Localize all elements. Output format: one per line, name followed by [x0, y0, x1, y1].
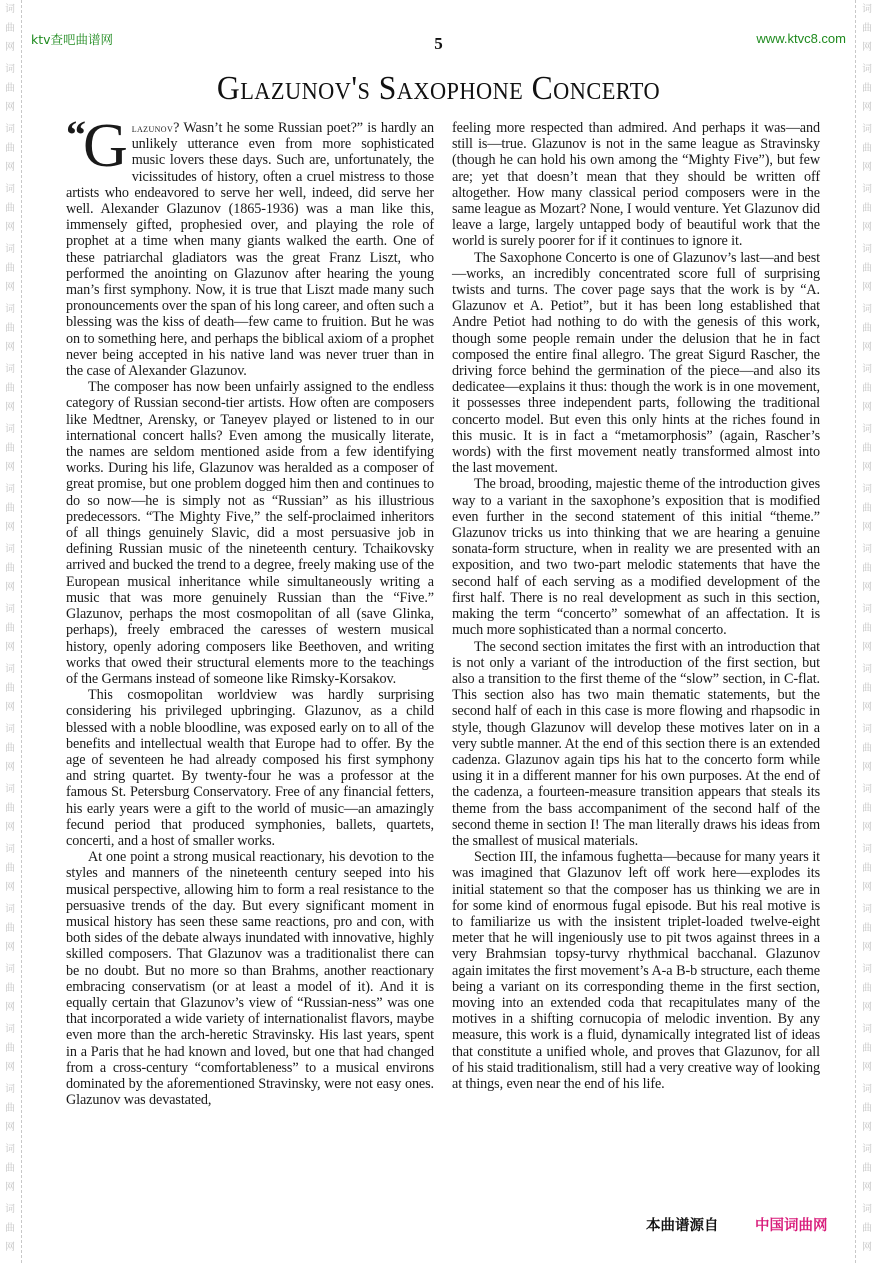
watermark-group — [5, 300, 15, 360]
watermark-glyph: 曲 — [5, 503, 15, 514]
paragraph: The broad, brooding, majestic theme of the introduction gives way to a variant in the saxophone’s exposition that is modified even further in the second statement of this initial “theme.” Glazunov tricks us into thinking that we are hearing a genuine sonata-form structure, when in reality we are presented with an exposition, and two two-part melodic statements that have the second half of each serving as a modified development of the first half. There is no real development as such in this section, making the term “concerto” somewhat of an affectation. It is much more sophisticated than a normal concerto. — [452, 476, 820, 639]
watermark-glyph: 网 — [862, 402, 872, 413]
watermark-group — [862, 240, 872, 300]
article-body — [66, 112, 820, 1109]
watermark-glyph: 网 — [5, 822, 15, 833]
watermark-glyph: 词 — [5, 124, 15, 135]
watermark-glyph: 词 — [5, 4, 15, 15]
watermark-glyph: 网 — [862, 42, 872, 53]
watermark-glyph: 词 — [862, 1204, 872, 1215]
watermark-group — [5, 540, 15, 600]
paragraph: Section III, the infamous fughetta—because for many years it was imagined that Glazunov left off work here—explodes its initial statement so that the composer has us thinking we are in for some kind of enormous fugal episode. But his real motive is to familiarize us with the insistent triplet-loaded twelve-eight meter that he will ingeniously use to pit twos against threes in a very Brahmsian topsy-turvy rhythmical bacchanal. Glazunov again imitates the first movement’s A-a B-b structure, each theme being a variant on its corresponding theme in the first section, moving into an extended coda that recapitulates many of the motives in a shifting cornucopia of melodic invention. By any measure, this work is a fluid, dynamically integrated list of ideas that constitute a unified whole, and proves that Glazunov, for all of his staid traditionalism, still had a very creative way of looking at things, even near the end of his life. — [452, 849, 820, 1092]
watermark-glyph: 曲 — [5, 1043, 15, 1054]
watermark-glyph: 曲 — [862, 983, 872, 994]
watermark-glyph: 曲 — [5, 983, 15, 994]
watermark-glyph: 网 — [5, 282, 15, 293]
watermark-group — [5, 840, 15, 900]
watermark-glyph: 曲 — [5, 923, 15, 934]
watermark-glyph: 曲 — [5, 443, 15, 454]
watermark-glyph: 曲 — [862, 143, 872, 154]
paragraph: The second section imitates the first with an introduction that is not only a variant of the introduction of the first section, but also a transition to the first theme of the “slow” section, in C-flat. This section also has two main thematic statements, but the second half of each in this case is more flowing and rhapsodic in style, though Glazunov will develop these motives later on in a very subtle manner. At the end of this section there is an extended cadenza. Glazunov again tips his hat to the concerto form while using it in a different manner for his own purposes. At the end of the cadenza, a fourteen-measure transition appears that steals its theme from the bass accompaniment of the second half of the second theme in section I! The man literally draws his ideas from the smallest of musical materials. — [452, 638, 820, 849]
opening-quote-mark: “ — [66, 112, 82, 157]
paragraph: feeling more respected than admired. And perhaps it was—and still is—true. Glazunov is not in the same league as Stravinsky (though he can hold his own among the “Mighty Five”), but few are; yet that doesn’t mean that they should be written off altogether. How many classical period composers were in the same league as Mozart? None, I would venture. Yet Glazunov did leave a large, largely untapped body of beautiful work that the world is surely poorer for if it continues to ignore it. — [452, 120, 820, 250]
paragraph: At one point a strong musical reactionary, his devotion to the styles and manners of the nineteenth century seeped into his musical perspective, allowing him to form a real resistance to the persuasive trends of the day. But every significant moment in musical history has seen these same reactions, pro and con, with both sides of the debate always inundated with innovative, highly skilled composers. That Glazunov was a traditionalist there can be no doubt. But no more so than Brahms, another reactionary embracing conservatism (or at least a model of it). And it is equally certain that Glazunov’s view of “Russian-ness” was one that incorporated a wide variety of internationalist flavors, maybe even more than the arch-heretic Stravinsky. His last years, spent in a Paris that he had known and loved, but one that had changed from a cross-century “comfortableness” to a musical environs dominated by the aforementioned Stravinsky, were not easy ones. Glazunov was devastated, — [66, 849, 434, 1109]
watermark-group — [5, 240, 15, 300]
watermark-glyph: 网 — [5, 882, 15, 893]
watermark-glyph: 网 — [862, 882, 872, 893]
watermark-glyph: 网 — [5, 1062, 15, 1073]
watermark-glyph: 网 — [5, 522, 15, 533]
watermark-group — [862, 960, 872, 1020]
watermark-glyph: 网 — [862, 942, 872, 953]
watermark-glyph: 曲 — [5, 1103, 15, 1114]
watermark-glyph: 网 — [862, 1062, 872, 1073]
watermark-glyph: 曲 — [862, 383, 872, 394]
watermark-glyph: 网 — [862, 822, 872, 833]
watermark-glyph: 词 — [862, 724, 872, 735]
watermark-glyph: 曲 — [862, 803, 872, 814]
watermark-group — [5, 420, 15, 480]
watermark-glyph: 词 — [862, 1024, 872, 1035]
watermark-group — [5, 660, 15, 720]
watermark-glyph: 词 — [5, 544, 15, 555]
watermark-glyph: 词 — [5, 964, 15, 975]
watermark-glyph: 网 — [5, 342, 15, 353]
watermark-glyph: 曲 — [862, 863, 872, 874]
watermark-glyph: 曲 — [862, 323, 872, 334]
watermark-glyph: 网 — [5, 1002, 15, 1013]
paragraph: The composer has now been unfairly assigned to the endless category of Russian second-tier artists. How often are composers like Medtner, Arensky, or Taneyev played or listened to in our international concert halls? Even among the musically literate, the names are seldom mentioned aside from a few identifying works. During his life, Glazunov was heralded as a composer of great promise, but one problem dogged him then and continues to do so now—he is simply not as “Russian” as his illustrious predecessors. “The Mighty Five,” the self-proclaimed inheritors of all things genuinely Slavic, did a most persuasive job in defining Russian music of the nineteenth century. Tchaikovsky arrived and bucked the trend to a degree, freely making use of the European musical inheritance while simultaneously writing a music that was more genuinely Russian than the “Five.” Glazunov, perhaps the most cosmopolitan of all (save Glinka, perhaps), freely embraced the caresses of western musical history, openly adoring composers like Beethoven, and writing works that owed their structural elements more to the teachings of the Germans instead of someone like Rimsky-Korsakov. — [66, 379, 434, 687]
watermark-glyph: 曲 — [5, 323, 15, 334]
watermark-group — [862, 780, 872, 840]
watermark-glyph: 曲 — [862, 83, 872, 94]
watermark-glyph: 曲 — [5, 263, 15, 274]
watermark-glyph: 词 — [862, 184, 872, 195]
watermark-glyph: 网 — [862, 222, 872, 233]
watermark-glyph: 曲 — [862, 503, 872, 514]
watermark-group — [862, 1200, 872, 1260]
watermark-glyph: 曲 — [5, 143, 15, 154]
watermark-glyph: 词 — [5, 364, 15, 375]
watermark-glyph: 网 — [862, 762, 872, 773]
watermark-glyph: 曲 — [862, 923, 872, 934]
watermark-group — [5, 900, 15, 960]
page-number: 5 — [434, 34, 443, 53]
watermark-glyph: 网 — [5, 222, 15, 233]
watermark-glyph: 词 — [5, 844, 15, 855]
watermark-glyph: 网 — [862, 462, 872, 473]
watermark-group — [5, 1200, 15, 1260]
watermark-glyph: 词 — [5, 424, 15, 435]
watermark-group — [862, 180, 872, 240]
watermark-glyph: 网 — [5, 582, 15, 593]
watermark-glyph: 词 — [5, 604, 15, 615]
watermark-glyph: 曲 — [862, 263, 872, 274]
watermark-glyph: 曲 — [862, 203, 872, 214]
watermark-glyph: 网 — [5, 162, 15, 173]
watermark-glyph: 曲 — [5, 683, 15, 694]
watermark-glyph: 词 — [5, 244, 15, 255]
watermark-glyph: 词 — [5, 304, 15, 315]
watermark-glyph: 网 — [862, 1182, 872, 1193]
watermark-glyph: 词 — [5, 1204, 15, 1215]
watermark-group — [5, 60, 15, 120]
watermark-glyph: 词 — [862, 844, 872, 855]
paragraph: This cosmopolitan worldview was hardly surprising considering his privileged upbringing. Glazunov, as a child blessed with a noble bloodline, was exposed early on to all of the benefits and intellectual wealth that Europe had to offer. By the age of seventeen he had already composed his first symphony and string quartet. By twenty-four he was a professor at the famous St. Petersburg Conservatory. Free of any financial fetters, his early years were a gift to the world of music—an amazingly fecund period that produced symphonies, ballets, quartets, concerti, and a host of smaller works. — [66, 687, 434, 849]
watermark-glyph: 曲 — [862, 623, 872, 634]
watermark-glyph: 词 — [862, 604, 872, 615]
watermark-glyph: 词 — [5, 1084, 15, 1095]
watermark-glyph: 网 — [5, 702, 15, 713]
watermark-glyph: 网 — [862, 702, 872, 713]
watermark-glyph: 曲 — [5, 83, 15, 94]
header-site-url[interactable]: www.ktvc8.com — [756, 31, 846, 46]
watermark-glyph: 曲 — [5, 863, 15, 874]
watermark-group — [862, 900, 872, 960]
watermark-glyph: 曲 — [862, 443, 872, 454]
article-title: Glazunov's Saxophone Concerto — [216, 70, 661, 107]
watermark-group — [862, 1140, 872, 1200]
watermark-group — [862, 420, 872, 480]
watermark-glyph: 曲 — [862, 743, 872, 754]
watermark-glyph: 词 — [862, 484, 872, 495]
watermark-group — [5, 960, 15, 1020]
watermark-glyph: 网 — [5, 642, 15, 653]
watermark-glyph: 网 — [5, 762, 15, 773]
footer-source-label: 本曲谱源自 — [646, 1218, 719, 1234]
watermark-glyph: 网 — [5, 42, 15, 53]
watermark-glyph: 词 — [862, 364, 872, 375]
footer-source-site[interactable]: 中国词曲网 — [755, 1218, 828, 1234]
watermark-glyph: 词 — [5, 784, 15, 795]
watermark-group — [5, 120, 15, 180]
watermark-glyph: 曲 — [862, 1223, 872, 1234]
watermark-glyph: 网 — [862, 1242, 872, 1253]
watermark-glyph: 词 — [862, 424, 872, 435]
watermark-group — [862, 540, 872, 600]
watermark-glyph: 词 — [862, 244, 872, 255]
watermark-glyph: 词 — [5, 1144, 15, 1155]
watermark-glyph: 网 — [862, 282, 872, 293]
drop-cap-letter: G — [83, 112, 128, 180]
watermark-glyph: 网 — [5, 942, 15, 953]
watermark-glyph: 词 — [862, 964, 872, 975]
watermark-glyph: 网 — [862, 162, 872, 173]
watermark-glyph: 词 — [5, 184, 15, 195]
watermark-glyph: 曲 — [5, 23, 15, 34]
opening-smallcaps: lazunov — [131, 121, 174, 135]
watermark-group — [862, 300, 872, 360]
watermark-glyph: 词 — [862, 64, 872, 75]
watermark-glyph: 词 — [5, 484, 15, 495]
watermark-glyph: 词 — [5, 664, 15, 675]
left-margin-divider — [21, 0, 22, 1263]
watermark-glyph: 网 — [862, 522, 872, 533]
watermark-glyph: 词 — [5, 904, 15, 915]
watermark-glyph: 词 — [862, 544, 872, 555]
watermark-glyph: 曲 — [862, 563, 872, 574]
watermark-glyph: 曲 — [862, 683, 872, 694]
watermark-glyph: 词 — [862, 904, 872, 915]
watermark-glyph: 曲 — [5, 803, 15, 814]
watermark-group — [5, 780, 15, 840]
watermark-glyph: 网 — [862, 642, 872, 653]
watermark-glyph: 词 — [862, 784, 872, 795]
watermark-group — [5, 600, 15, 660]
watermark-glyph: 曲 — [862, 1163, 872, 1174]
watermark-group — [862, 360, 872, 420]
watermark-group — [862, 600, 872, 660]
watermark-glyph: 网 — [862, 342, 872, 353]
watermark-glyph: 网 — [5, 1242, 15, 1253]
right-column — [452, 120, 820, 1108]
watermark-group — [5, 360, 15, 420]
watermark-glyph: 曲 — [5, 1223, 15, 1234]
watermark-glyph: 网 — [5, 1182, 15, 1193]
watermark-group — [862, 720, 872, 780]
watermark-glyph: 曲 — [862, 1043, 872, 1054]
watermark-group — [5, 1020, 15, 1080]
watermark-glyph: 网 — [5, 462, 15, 473]
watermark-glyph: 网 — [5, 1122, 15, 1133]
watermark-group — [862, 480, 872, 540]
watermark-glyph: 词 — [862, 664, 872, 675]
watermark-glyph: 网 — [862, 1122, 872, 1133]
watermark-glyph: 曲 — [862, 23, 872, 34]
watermark-group — [862, 120, 872, 180]
watermark-group — [862, 1020, 872, 1080]
header-site-label[interactable]: ktv查吧曲谱网 — [31, 32, 114, 47]
watermark-glyph: 曲 — [5, 383, 15, 394]
watermark-glyph: 词 — [862, 1084, 872, 1095]
watermark-glyph: 词 — [5, 724, 15, 735]
watermark-glyph: 曲 — [5, 203, 15, 214]
watermark-group — [862, 1080, 872, 1140]
paragraph-text: ? Wasn’t he some Russian poet?” is hardly an unlikely utterance even from more sophisticated music lovers these days. Such are, unfortunately, the vicissitudes of history, often a cruel mistress to those artists who endeavored to serve her well, indeed, did serve her well. Alexander Glazunov (1865-1936) was a man like this, immensely gifted, prophesied over, and playing the role of prophet at a time when many giants walked the earth. One of these patriarchal gladiators was the great Franz Liszt, who performed the anointing on Glazunov after hearing the young man’s first symphony. Now, it is true that Liszt made many such pronouncements over the span of his long career, and often such a blessing was the kiss of death—few came to fruition. But he was on to something here, and perhaps the biblical axiom of a prophet never being accepted in his native land was never truer than in the case of Alexander Glazunov. — [66, 120, 434, 380]
right-margin-divider — [855, 0, 856, 1263]
watermark-glyph: 词 — [862, 304, 872, 315]
watermark-group — [5, 720, 15, 780]
watermark-glyph: 词 — [5, 1024, 15, 1035]
watermark-group — [5, 1080, 15, 1140]
left-column — [66, 112, 434, 1109]
left-watermark-strip — [0, 0, 20, 1263]
watermark-glyph: 词 — [862, 1144, 872, 1155]
watermark-group — [5, 180, 15, 240]
paragraph — [66, 112, 434, 380]
paragraph: The Saxophone Concerto is one of Glazunov’s last—and best—works, an incredibly concentrated score full of surprising twists and turns. The cover page says that the work is by “A. Glazunov et A. Petiot”, but it has been long established that Andre Petiot had nothing to do with the genesis of this work, though some people remain under the delusion that he in fact composed the entire final allegro. The great Sigurd Rascher, the driving force behind the germination of the piece—and also its dedicatee—explains it thus: though the work is in one movement, it possesses three independent parts, following the traditional concerto model. But even this only hints at the riches found in this music. It is in fact a “metamorphosis” (again, Rascher’s words) with the first movement neatly transformed almost into the last movement. — [452, 249, 820, 477]
watermark-glyph: 词 — [5, 64, 15, 75]
watermark-group — [5, 1140, 15, 1200]
watermark-glyph: 词 — [862, 124, 872, 135]
watermark-glyph: 曲 — [5, 563, 15, 574]
watermark-glyph: 网 — [5, 402, 15, 413]
watermark-glyph: 曲 — [5, 743, 15, 754]
watermark-group — [862, 840, 872, 900]
watermark-glyph: 曲 — [5, 1163, 15, 1174]
watermark-glyph: 网 — [5, 102, 15, 113]
watermark-glyph: 曲 — [5, 623, 15, 634]
watermark-glyph: 网 — [862, 582, 872, 593]
watermark-group — [862, 660, 872, 720]
watermark-glyph: 曲 — [862, 1103, 872, 1114]
watermark-group — [862, 60, 872, 120]
watermark-glyph: 词 — [862, 4, 872, 15]
watermark-glyph: 网 — [862, 1002, 872, 1013]
watermark-glyph: 网 — [862, 102, 872, 113]
watermark-group — [5, 480, 15, 540]
right-watermark-strip — [857, 0, 877, 1263]
